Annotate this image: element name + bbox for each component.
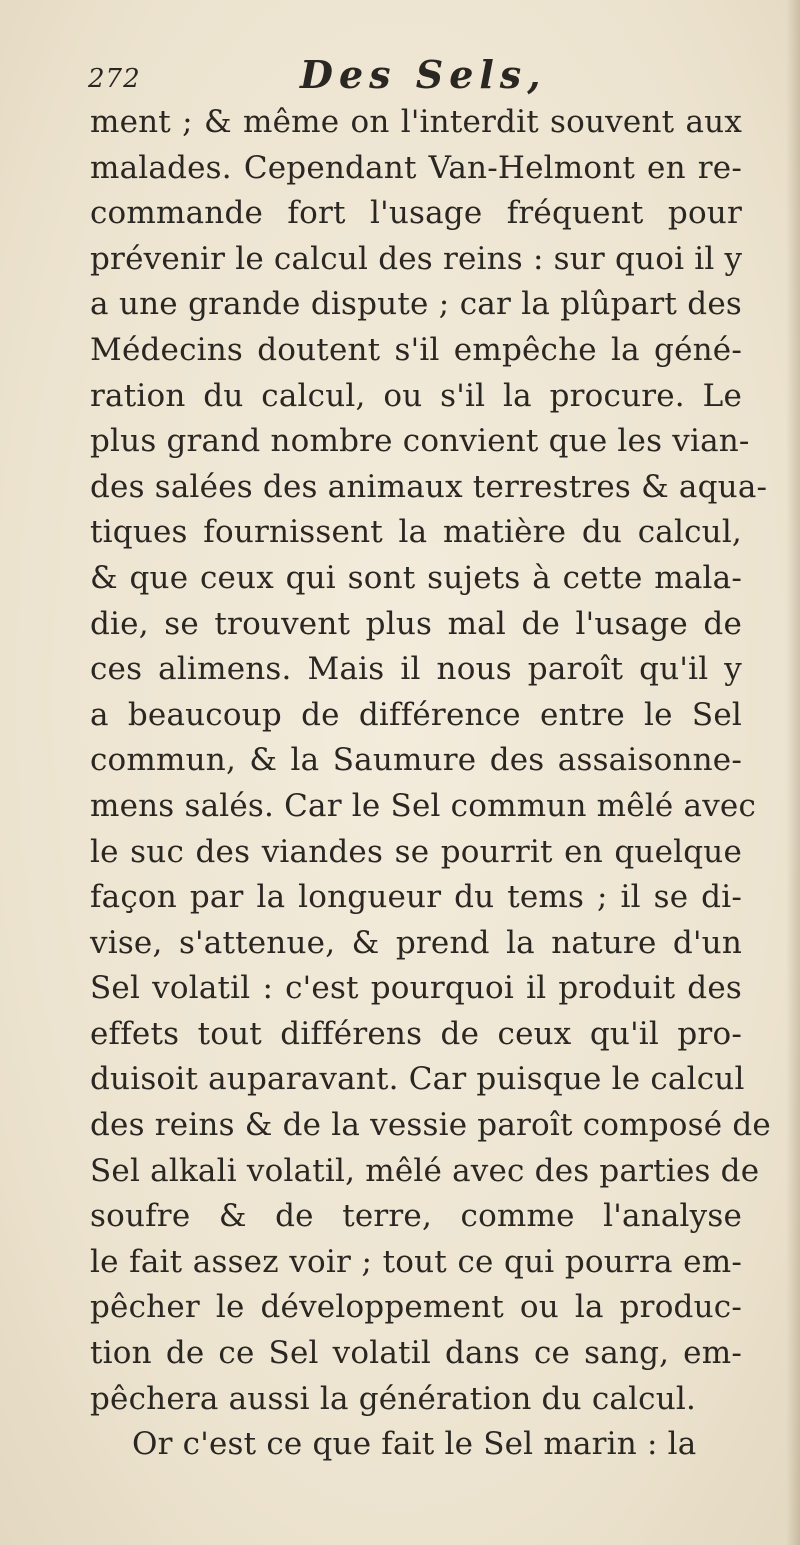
text-line-paragraph-start: Or c'est ce que fait le Sel marin : la xyxy=(132,1426,697,1463)
text-line: vise, s'attenue, & prend la nature d'un xyxy=(90,924,742,961)
text-line: pêchera aussi la génération du calcul. xyxy=(90,1380,697,1417)
text-line: commande fort l'usage fréquent pour xyxy=(90,195,742,232)
text-line: duisoit auparavant. Car puisque le calcul xyxy=(90,1061,745,1098)
body-text xyxy=(90,100,771,1468)
text-line: façon par la longueur du tems ; il se di- xyxy=(90,879,742,916)
page-edge-shadow xyxy=(786,0,800,1545)
text-line: a beaucoup de différence entre le Sel xyxy=(90,696,742,733)
text-line: ration du calcul, ou s'il la procure. Le xyxy=(90,377,742,414)
text-line: le suc des viandes se pourrit en quelque xyxy=(90,833,742,870)
running-title: Des Sels, xyxy=(300,52,547,97)
text-line: mens salés. Car le Sel commun mêlé avec xyxy=(90,787,757,824)
text-line: ment ; & même on l'interdit souvent aux xyxy=(90,104,742,140)
text-line: effets tout différens de ceux qu'il pro- xyxy=(90,1015,742,1052)
text-line: pêcher le développement ou la produc- xyxy=(90,1289,742,1326)
text-line: & que ceux qui sont sujets à cette mala- xyxy=(90,559,742,596)
text-line: Sel alkali volatil, mêlé avec des parties de xyxy=(90,1152,760,1189)
text-line: le fait assez voir ; tout ce qui pourra em- xyxy=(90,1243,742,1280)
page-number: 272 xyxy=(88,64,141,94)
text-line: die, se trouvent plus mal de l'usage de xyxy=(90,605,742,642)
text-line: Sel volatil : c'est pourquoi il produit des xyxy=(90,970,742,1007)
text-line: des reins & de la vessie paroît composé de xyxy=(90,1107,771,1144)
running-head xyxy=(88,52,708,102)
text-line: plus grand nombre convient que les vian- xyxy=(90,423,750,460)
text-line: malades. Cependant Van-Helmont en re- xyxy=(90,149,742,186)
text-line: Médecins doutent s'il empêche la géné- xyxy=(90,331,742,368)
text-line: des salées des animaux terrestres & aqua- xyxy=(90,468,768,505)
text-line: tiques fournissent la matière du calcul, xyxy=(90,514,742,551)
text-line: prévenir le calcul des reins : sur quoi il y xyxy=(90,240,743,277)
text-line: commun, & la Saumure des assaisonne- xyxy=(90,742,742,779)
text-line: tion de ce Sel volatil dans ce sang, em- xyxy=(90,1335,742,1372)
text-line: a une grande dispute ; car la plûpart des xyxy=(90,286,742,323)
text-line: soufre & de terre, comme l'analyse xyxy=(90,1198,742,1235)
text-line: ces alimens. Mais il nous paroît qu'il y xyxy=(90,651,742,688)
